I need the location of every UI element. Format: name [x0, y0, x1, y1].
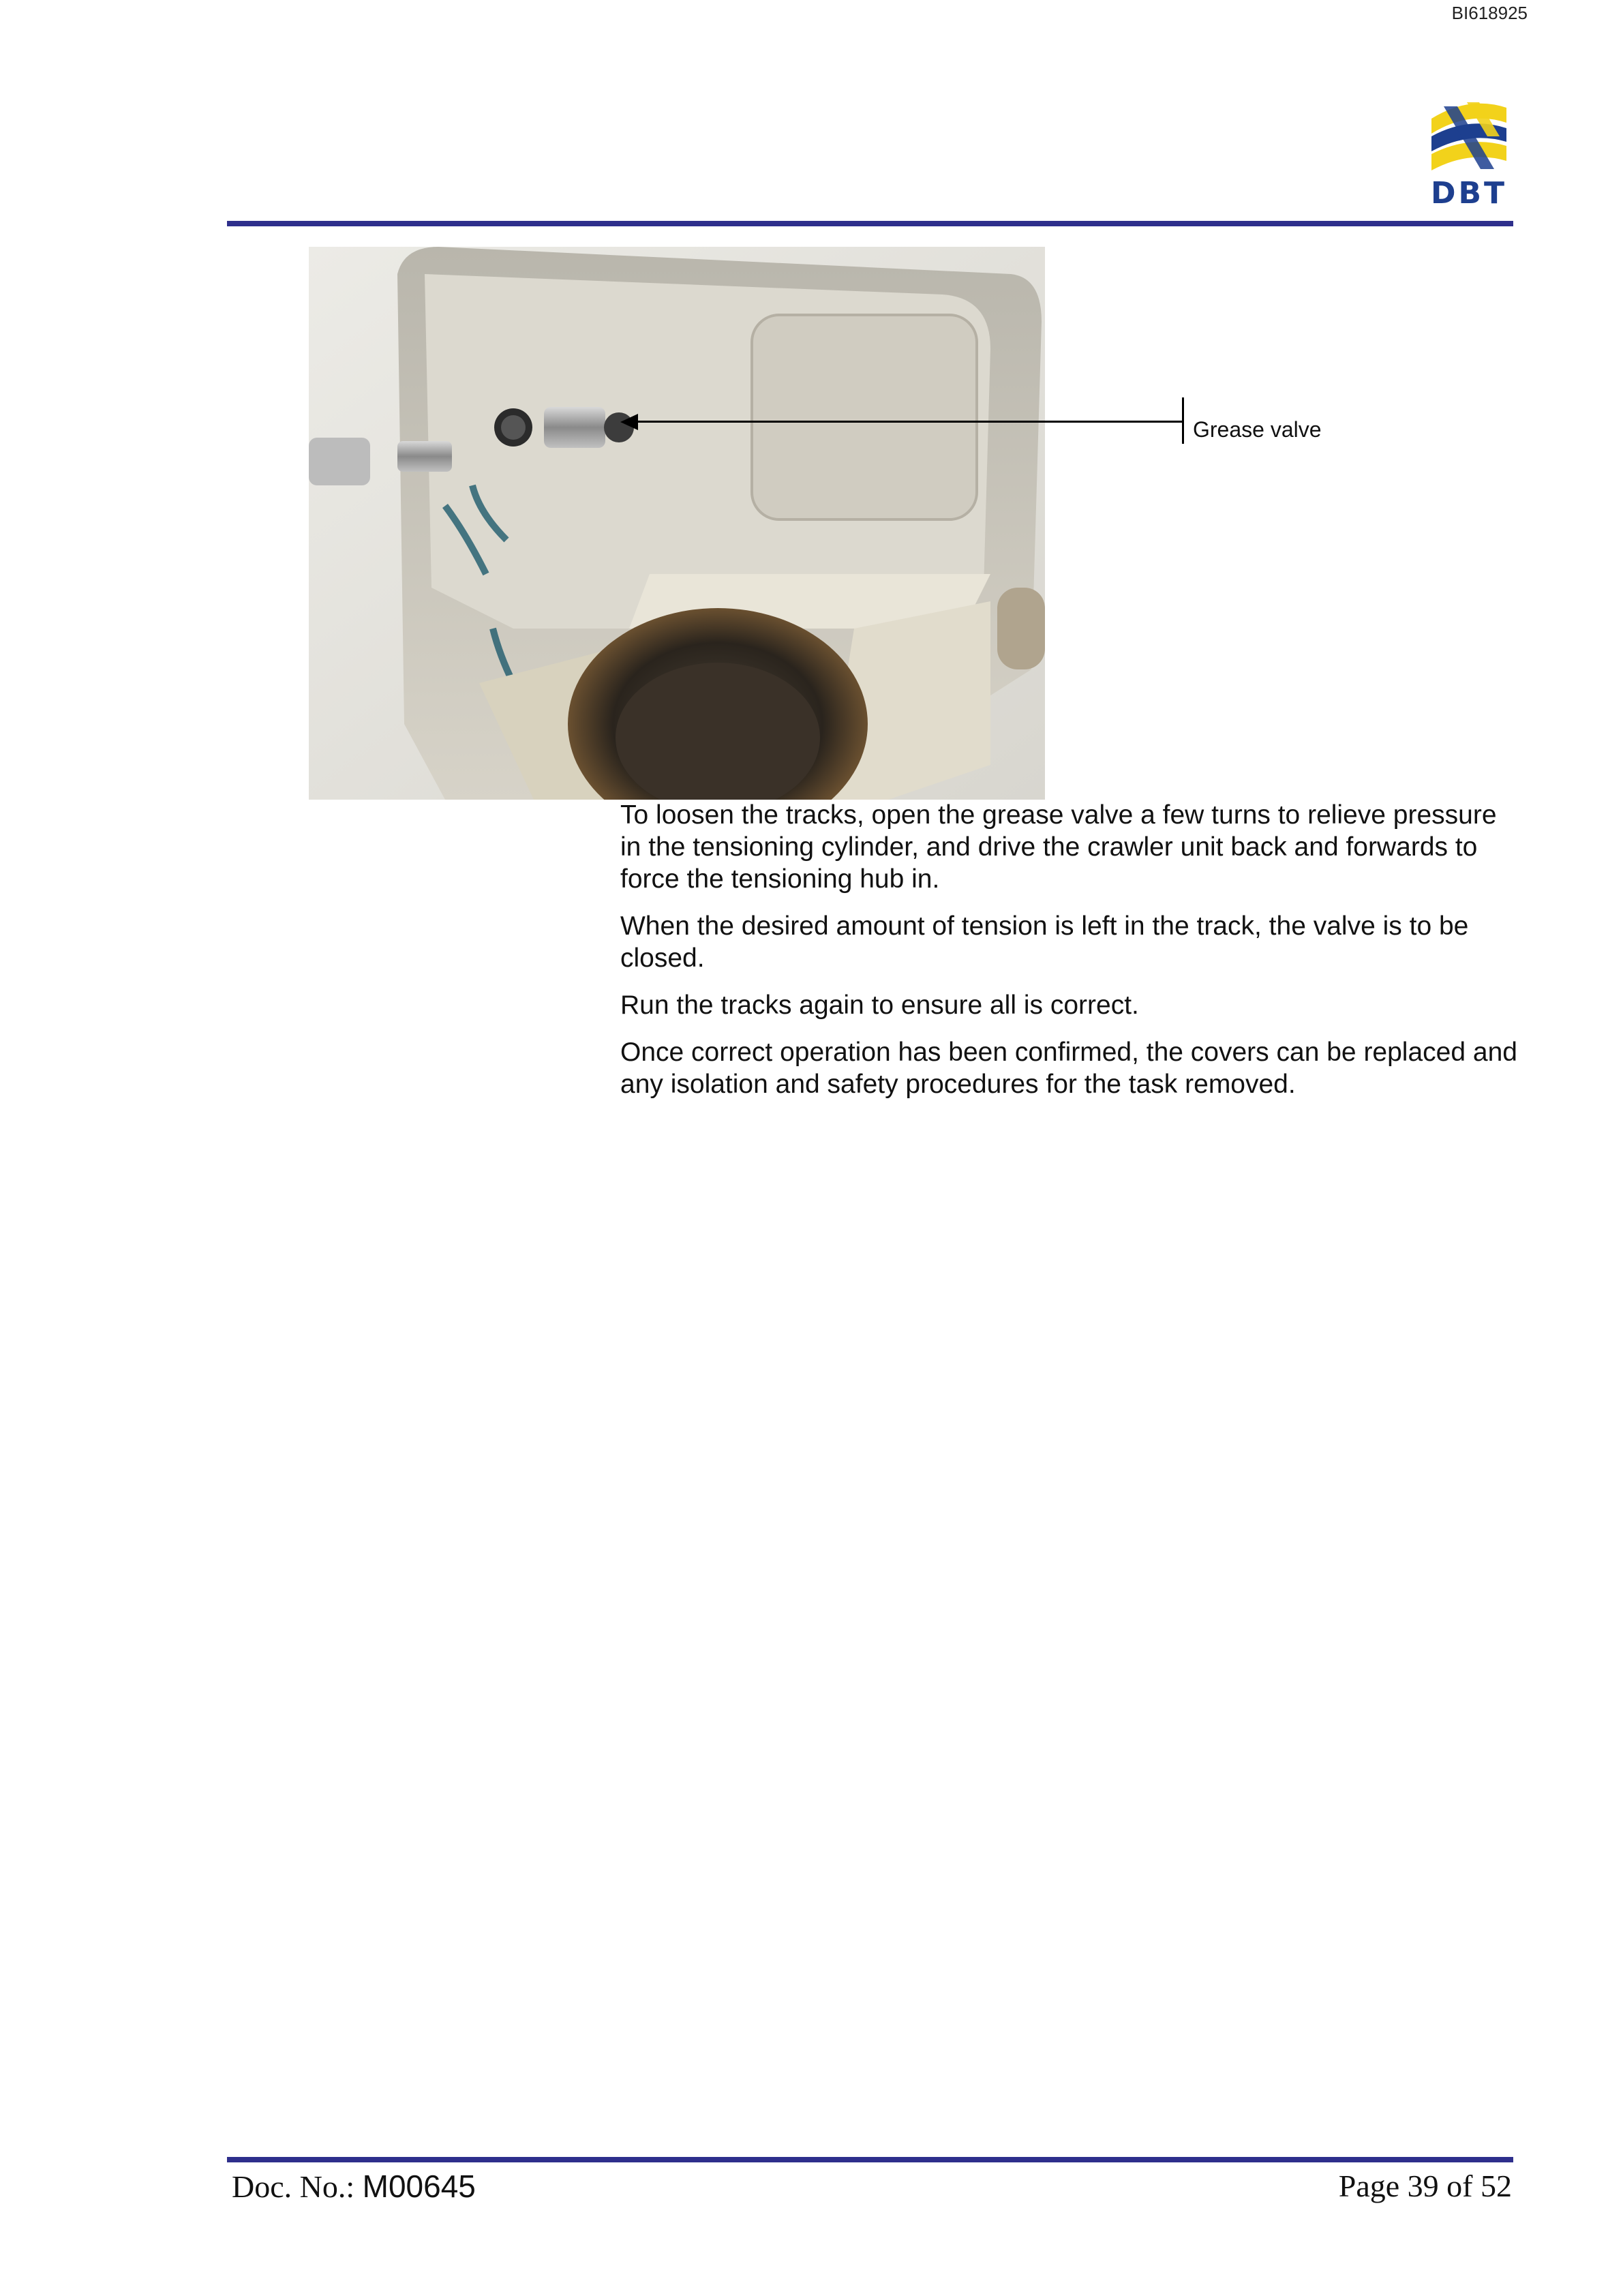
footer-page-number: Page 39 of 52 — [1338, 2169, 1512, 2203]
dbt-logo — [1425, 95, 1513, 211]
paragraph-4: Once correct operation has been confirmed, the covers can be replaced and any isolation and safety procedures for the task removed. — [620, 1038, 1517, 1099]
footer-doc-number — [232, 2168, 476, 2205]
document-id: BI618925 — [1451, 3, 1528, 23]
paragraph-2: When the desired amount of tension is left in the track, the valve is to be closed. — [620, 911, 1469, 973]
doc-number-label: Doc. No.: — [232, 2169, 363, 2204]
grease-valve-photo — [309, 247, 1045, 800]
paragraph-3: Run the tracks again to ensure all is correct. — [620, 991, 1139, 1020]
footer-rule — [227, 2157, 1513, 2162]
body-text — [620, 799, 1520, 1115]
paragraph-1: To loosen the tracks, open the grease valve a few turns to relieve pressure in the tensioning cylinder, and drive the crawler unit back and forwards to force the tensioning hub in. — [620, 800, 1497, 894]
header-rule — [227, 221, 1513, 226]
callout-tick — [1182, 397, 1184, 444]
logo-text: DBT — [1430, 176, 1508, 211]
doc-number-value: M00645 — [362, 2169, 476, 2204]
dbt-logo-mark — [1425, 95, 1513, 177]
callout-line — [633, 421, 1183, 423]
callout-label: Grease valve — [1193, 417, 1322, 442]
